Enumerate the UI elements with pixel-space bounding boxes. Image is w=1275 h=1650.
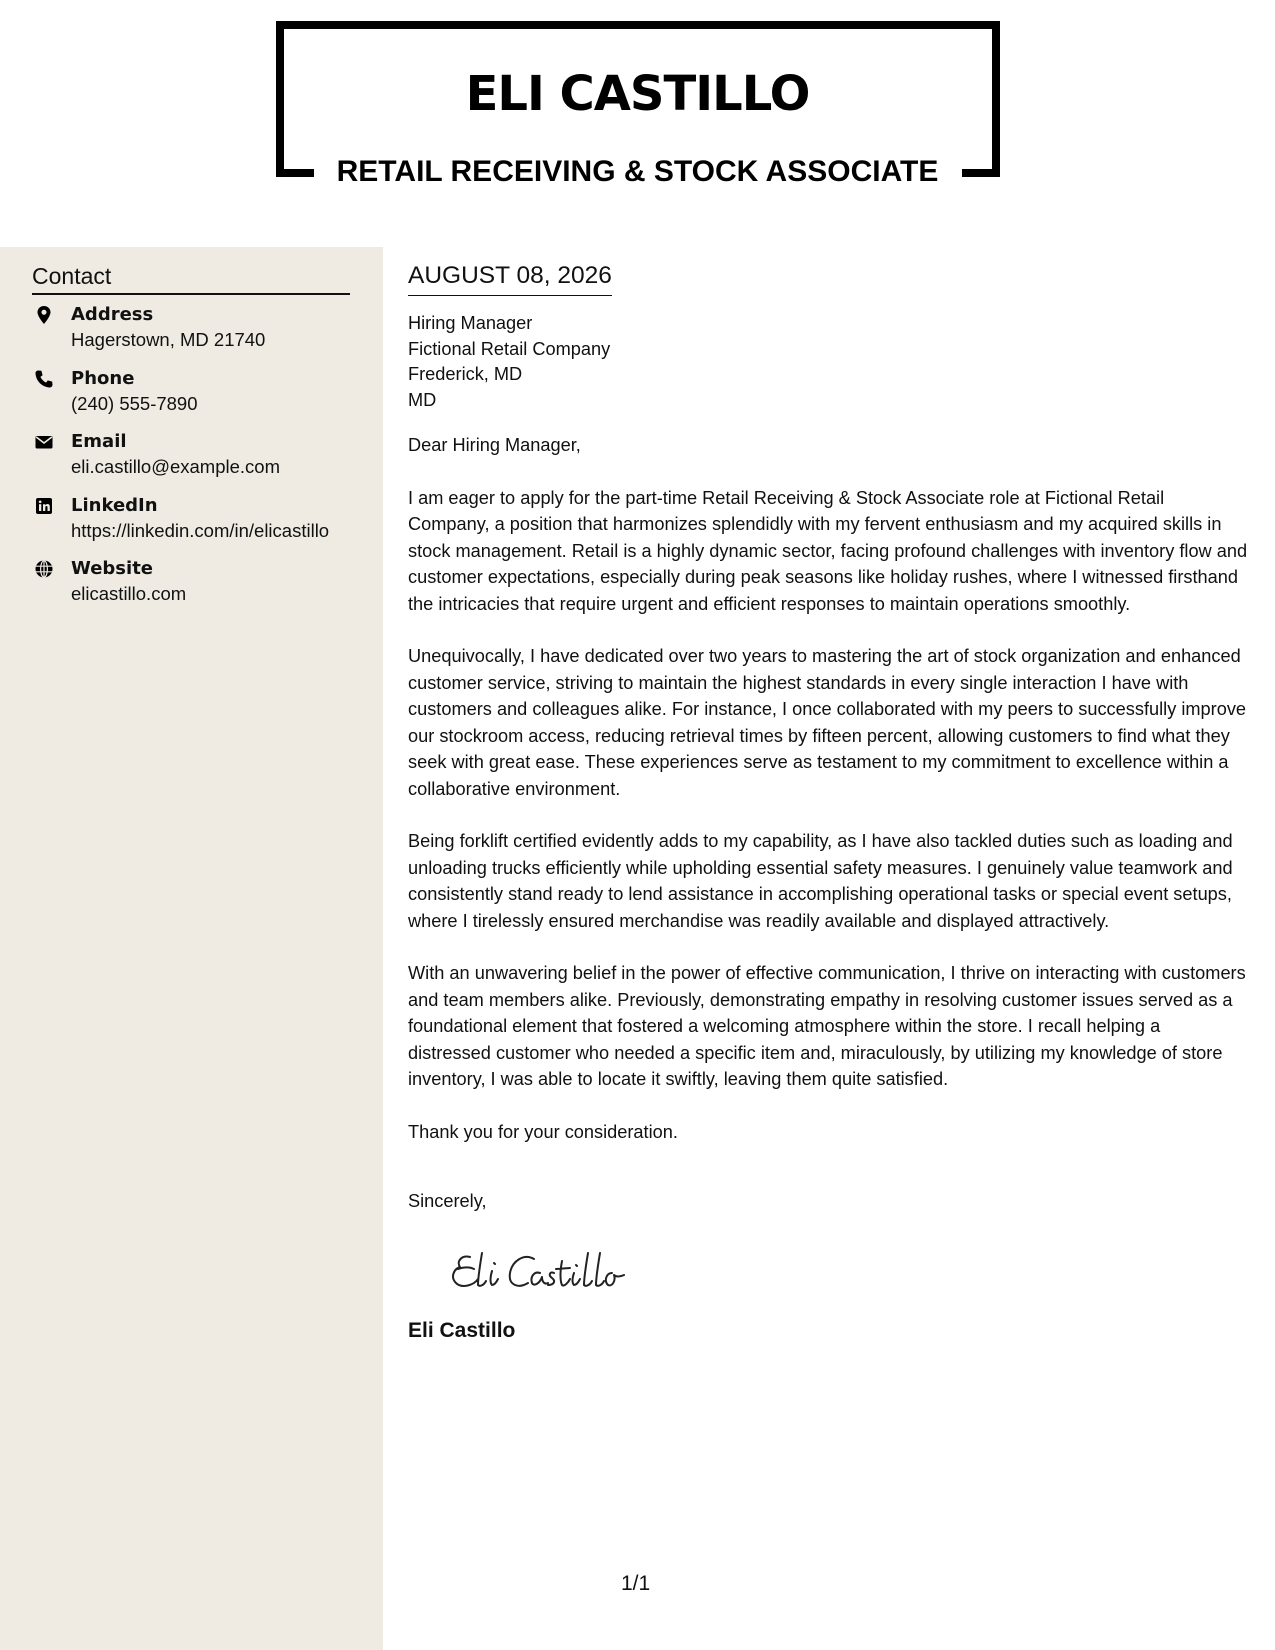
email-value[interactable]: eli.castillo@example.com	[71, 456, 280, 477]
handwritten-signature	[448, 1243, 638, 1299]
contact-label: Website	[71, 558, 154, 579]
salutation: Dear Hiring Manager,	[408, 435, 581, 456]
map-pin-icon	[34, 305, 54, 325]
body-paragraph: With an unwavering belief in the power of effective communication, I thrive on interacting with customers and team members alike. Previously, demonstrating empathy in resolving customer issues served as a foundational element that fostered a welcoming atmosphere within the store. I recall helping a distressed customer who needed a specific item and, miraculously, by utilizing my knowledge of store inventory, I was able to locate it swiftly, leaving them quite satisfied.	[408, 963, 1246, 1090]
contact-sidebar	[0, 247, 383, 1650]
letter-body	[408, 260, 1248, 1345]
contact-heading: Contact	[32, 261, 350, 295]
contact-item-address	[32, 305, 372, 369]
body-paragraph: I am eager to apply for the part-time Retail Receiving & Stock Associate role at Fictional Retail Company, a position that harmonizes splendidly with my fervent enthusiasm and my acquired skills in stock management. Retail is a highly dynamic sector, facing profound challenges with inventory flow and customer expectations, especially during peak seasons like holiday rushes, where I witnessed firsthand the intricacies that require urgent and efficient responses to maintain operations smoothly.	[408, 487, 1248, 614]
recipient-block	[408, 311, 1248, 413]
phone-value: (240) 555-7890	[71, 392, 198, 414]
closing: Sincerely,	[408, 1191, 487, 1212]
job-title: RETAIL RECEIVING & STOCK ASSOCIATE	[336, 155, 939, 188]
recipient-line: Fictional Retail Company	[408, 338, 611, 359]
contact-label: LinkedIn	[71, 494, 158, 516]
body-paragraph: Unequivocally, I have dedicated over two years to mastering the art of stock organization and enhanced customer service, striving to maintain the highest standards in every single interaction I have with customers and colleagues alike. For instance, I once collaborated with my peers to successfully improve our stockroom access, reducing retrieval times by fifteen percent, allowing customers to find what they seek with great ease. These experiences serve as testament to my commitment to excellence within a collaborative environment.	[408, 646, 1247, 799]
contact-label: Phone	[71, 367, 135, 389]
recipient-line: MD	[408, 389, 437, 410]
contact-label: Email	[71, 431, 127, 452]
linkedin-icon	[34, 496, 54, 516]
frame-top-border	[276, 21, 1000, 29]
contact-item-linkedin	[32, 496, 372, 560]
signer-name: Eli Castillo	[408, 1318, 516, 1342]
applicant-name: ELI CASTILLO	[465, 66, 810, 122]
contact-list	[32, 305, 372, 623]
contact-item-phone	[32, 369, 372, 433]
page-number: 1/1	[621, 1572, 651, 1595]
thanks-line: Thank you for your consideration.	[408, 1121, 678, 1142]
envelope-icon	[34, 432, 54, 452]
letter-date: AUGUST 08, 2026	[408, 260, 612, 296]
address-value: Hagerstown, MD 21740	[71, 329, 266, 350]
globe-icon	[34, 559, 54, 579]
contact-label: Address	[71, 304, 154, 325]
phone-icon	[34, 369, 54, 389]
linkedin-value[interactable]: https://linkedin.com/in/elicastillo	[71, 519, 330, 541]
contact-item-website	[32, 559, 372, 623]
website-value[interactable]: elicastillo.com	[71, 583, 187, 604]
recipient-line: Frederick, MD	[408, 364, 523, 385]
recipient-line: Hiring Manager	[408, 313, 533, 333]
body-paragraph: Being forklift certified evidently adds to my capability, as I have also tackled duties such as loading and unloading trucks efficiently while upholding essential safety measures. I genuinely value teamwork and consistently stand ready to lend assistance in accomplishing operational tasks or special event setups, where I tirelessly ensured merchandise was readily available and displayed attractively.	[408, 831, 1233, 931]
contact-item-email	[32, 432, 372, 496]
